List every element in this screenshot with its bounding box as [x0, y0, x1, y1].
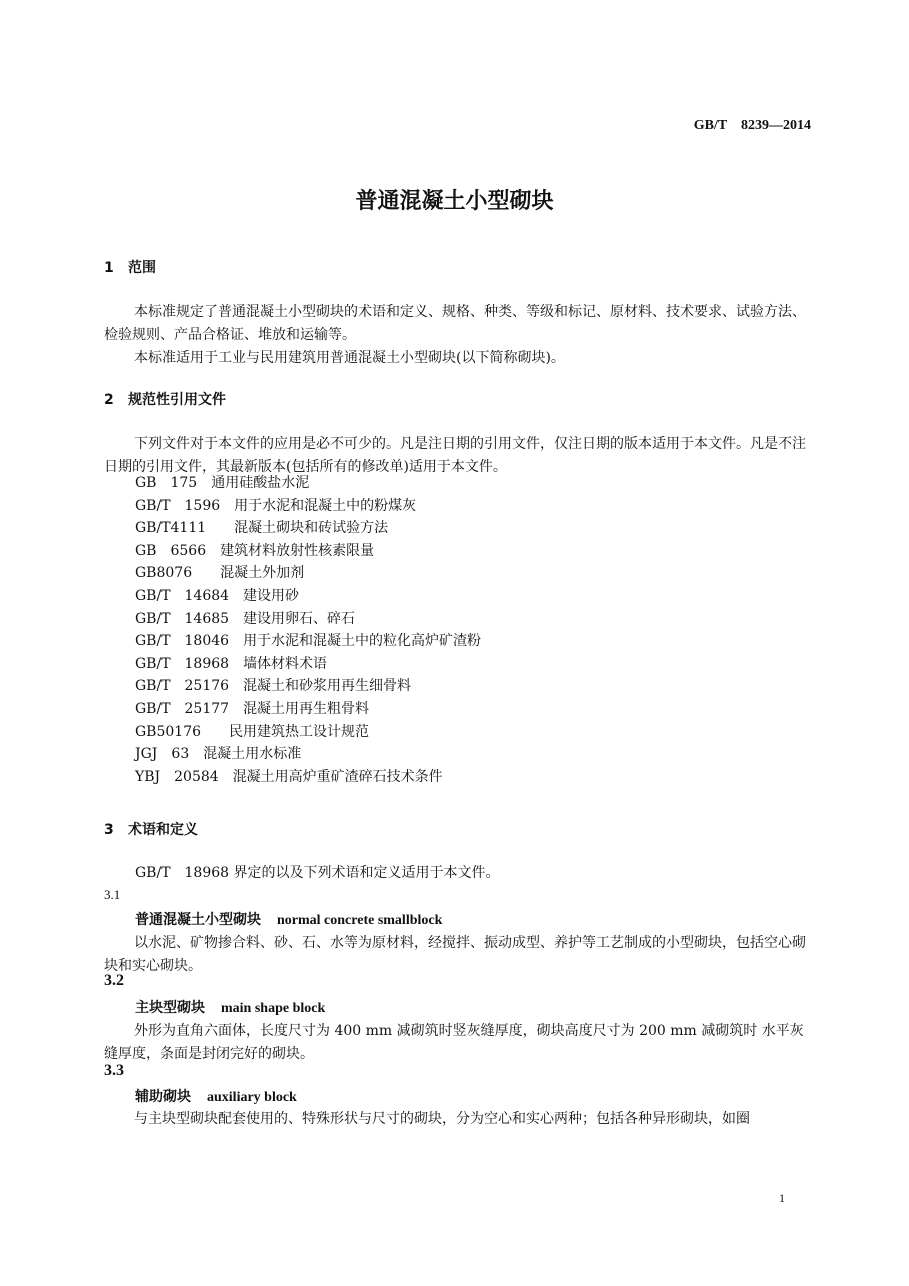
section-1-heading — [104, 257, 156, 277]
reference-item — [135, 698, 481, 721]
reference-title: 建筑材料放射性核素限量 — [220, 542, 375, 559]
reference-item — [135, 495, 481, 518]
reference-item — [135, 562, 481, 585]
reference-item — [135, 743, 481, 766]
reference-code: YBJ 20584 — [135, 768, 219, 785]
reference-title: 建设用卵石、碎石 — [243, 610, 356, 627]
reference-code: GB/T 1596 — [135, 497, 221, 514]
reference-item — [135, 585, 481, 608]
term-definition — [104, 932, 809, 978]
page-number: 1 — [779, 1191, 785, 1205]
reference-code: GB/T 14685 — [135, 610, 230, 627]
reference-code: GB/T 25177 — [135, 700, 230, 717]
reference-code: GB/T 18968 — [135, 655, 230, 672]
section-1-body — [104, 301, 809, 370]
paragraph: 下列文件对于本文件的应用是必不可少的。凡是注日期的引用文件，仅注日期的版本适用于本文件。凡是不注日期的引用文件，其最新版本(包括所有的修改单)适用于本文件。 — [104, 436, 806, 475]
reference-title: 用于水泥和混凝土中的粒化高炉矿渣粉 — [243, 633, 482, 650]
term-en: normal concrete smallblock — [277, 913, 443, 928]
paragraph: 外形为直角六面体，长度尺寸为 400 mm 减砌筑时竖灰缝厚度，砌块高度尺寸为 200 mm 减砌筑时 水平灰缝厚度，条面是封闭完好的砌块。 — [104, 1023, 804, 1062]
section-3-intro: GB/T 18968 界定的以及下列术语和定义适用于本文件。 — [135, 865, 500, 881]
term-en: auxiliary block — [207, 1090, 297, 1105]
term-number: 3.1 — [104, 887, 121, 902]
term-zh: 主块型砌块 — [135, 1000, 205, 1016]
document-title: 普通混凝土小型砌块 — [355, 189, 554, 214]
section-title: 范围 — [128, 260, 156, 276]
paragraph: 与主块型砌块配套使用的、特殊形状与尺寸的砌块，分为空心和实心两种；包括各种异形砌块，如圈 — [134, 1111, 750, 1127]
reference-title: 混凝土用水标准 — [203, 746, 302, 763]
term-heading — [135, 1086, 297, 1106]
reference-title: 混凝土和砂浆用再生细骨料 — [243, 678, 412, 695]
reference-code: JGJ 63 — [135, 746, 190, 763]
reference-code: GB8076 — [135, 565, 193, 582]
reference-item — [135, 766, 481, 789]
paragraph: 本标准适用于工业与民用建筑用普通混凝土小型砌块(以下简称砌块)。 — [134, 350, 565, 366]
reference-code: GB 175 — [135, 475, 198, 491]
paragraph: 以水泥、矿物掺合料、砂、石、水等为原材料，经搅拌、振动成型、养护等工艺制成的小型砌块，包括空心砌块和实心砌块。 — [104, 935, 806, 974]
term-zh: 普通混凝土小型砌块 — [135, 912, 261, 928]
reference-item — [135, 472, 481, 495]
section-3-heading — [104, 819, 198, 839]
reference-title: 墙体材料术语 — [243, 655, 328, 672]
reference-code: GB/T4111 — [135, 520, 207, 537]
reference-title: 混凝土用再生粗骨料 — [243, 700, 370, 717]
reference-title: 用于水泥和混凝土中的粉煤灰 — [234, 497, 417, 514]
term-definition — [104, 1020, 809, 1066]
section-title: 规范性引用文件 — [128, 392, 226, 408]
reference-code: GB 6566 — [135, 542, 207, 559]
term-definition — [104, 1108, 809, 1131]
reference-item — [135, 675, 481, 698]
section-2-heading — [104, 389, 226, 409]
reference-item — [135, 721, 481, 744]
reference-item — [135, 517, 481, 540]
reference-title: 混凝土用高炉重矿渣碎石技术条件 — [232, 768, 443, 785]
reference-code: GB/T 14684 — [135, 587, 230, 604]
reference-code: GB50176 — [135, 723, 202, 740]
section-title: 术语和定义 — [128, 822, 198, 838]
term-en: main shape block — [221, 1001, 326, 1016]
term-number: 3.3 — [104, 1062, 124, 1079]
reference-code: GB/T 25176 — [135, 678, 230, 695]
reference-title: 通用硅酸盐水泥 — [211, 475, 310, 491]
section-number: 2 — [104, 392, 114, 408]
reference-item — [135, 608, 481, 631]
reference-code: GB/T 18046 — [135, 633, 230, 650]
term-number: 3.2 — [104, 972, 124, 989]
section-number: 1 — [104, 260, 114, 276]
term-zh: 辅助砌块 — [135, 1089, 191, 1105]
reference-item — [135, 630, 481, 653]
reference-item — [135, 540, 481, 563]
reference-title: 民用建筑热工设计规范 — [215, 723, 370, 740]
standard-code: GB/T 8239—2014 — [693, 118, 811, 133]
term-heading — [135, 997, 325, 1017]
term-heading — [135, 909, 442, 929]
paragraph: 本标准规定了普通混凝土小型砌块的术语和定义、规格、种类、等级和标记、原材料、技术要求、试验方法、检验规则、产品合格证、堆放和运输等。 — [104, 304, 806, 343]
reference-item — [135, 653, 481, 676]
reference-title: 混凝土外加剂 — [206, 565, 305, 582]
section-number: 3 — [104, 822, 114, 838]
reference-title: 建设用砂 — [243, 587, 300, 604]
reference-title: 混凝土砌块和砖试验方法 — [220, 520, 389, 537]
normative-references-list — [135, 472, 481, 788]
